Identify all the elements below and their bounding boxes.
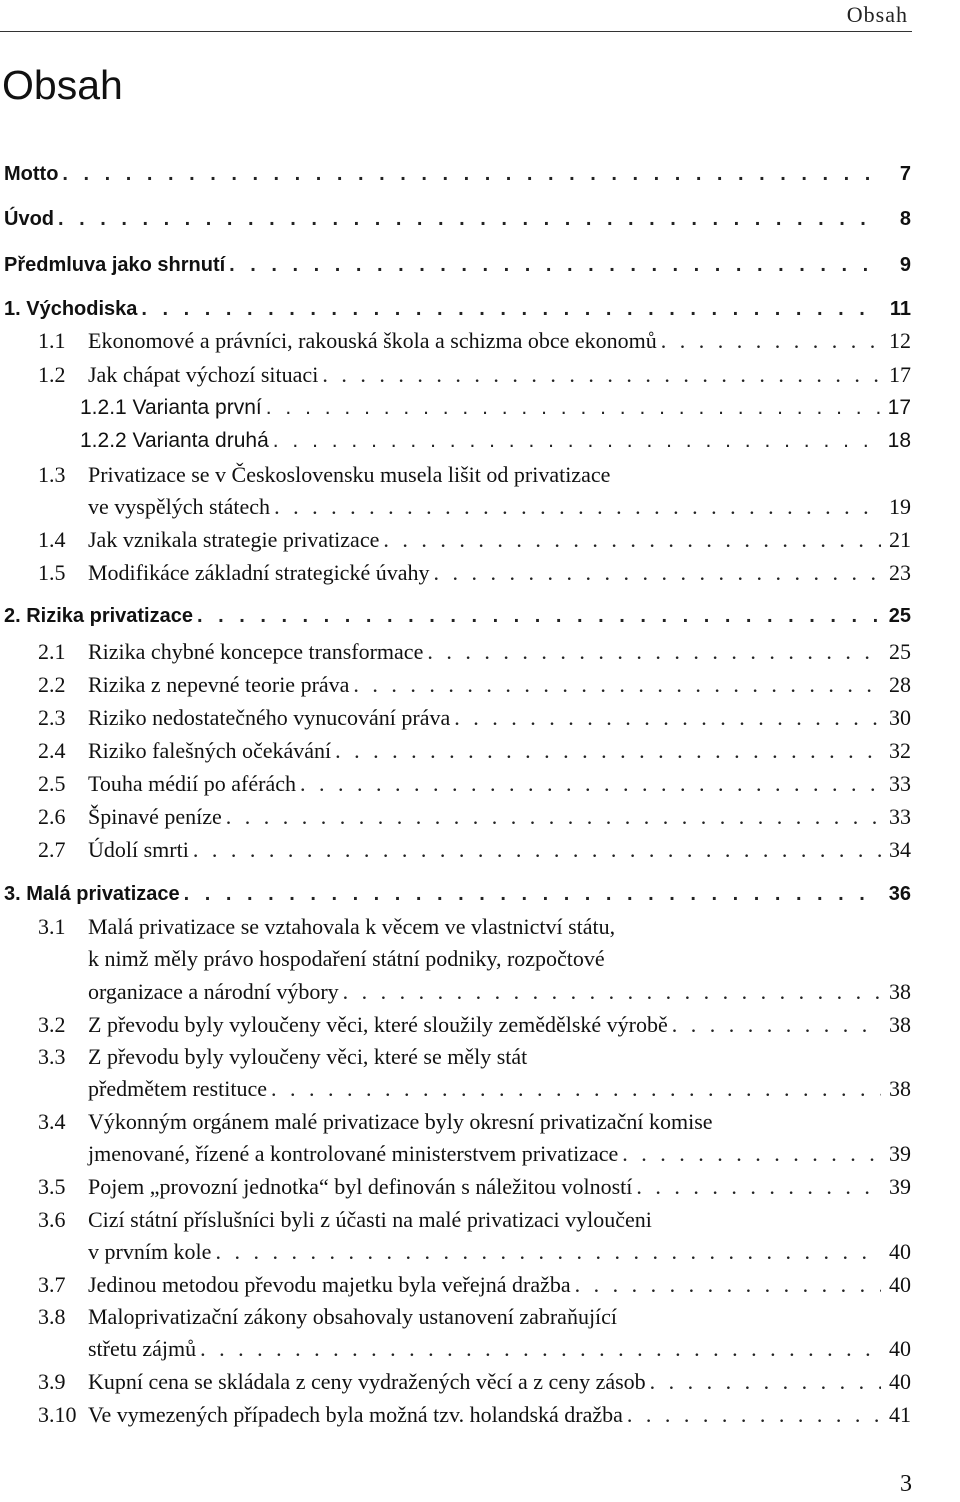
- toc-section-number: 3.9: [38, 1369, 66, 1394]
- toc-section-3-1[interactable]: [88, 979, 911, 1005]
- toc-section-1-4[interactable]: [38, 527, 911, 553]
- running-head: Obsah: [846, 2, 908, 27]
- toc-section-1-3[interactable]: [88, 494, 911, 520]
- toc-page-number: 33: [889, 804, 911, 829]
- toc-section-3-4[interactable]: [88, 1141, 911, 1167]
- dot-leader: [184, 881, 881, 907]
- toc-entry-title: Touha médií po aférách: [88, 771, 296, 796]
- toc-section-3-5[interactable]: [38, 1174, 911, 1200]
- toc-chapter-1[interactable]: [4, 296, 911, 322]
- toc-section-number: 2.1: [38, 639, 66, 664]
- toc-page-number: 34: [889, 837, 911, 862]
- dot-leader: [661, 328, 881, 354]
- toc-entry-title: Ekonomové a právníci, rakouská škola a schizma obce ekonomů: [88, 328, 657, 353]
- toc-entry-title: Špinavé peníze: [88, 804, 222, 829]
- dot-leader: [427, 639, 881, 665]
- toc-section-3-2[interactable]: [38, 1012, 911, 1038]
- toc-section-number: 2.6: [38, 804, 66, 829]
- toc-entry-title: Předmluva jako shrnutí: [4, 254, 226, 276]
- dot-leader: [273, 428, 881, 454]
- dot-leader: [141, 296, 881, 322]
- toc-section-3-8-title[interactable]: Maloprivatizační zákony obsahovaly ustanovení zabraňující: [88, 1304, 618, 1329]
- toc-entry-title-cont: v prvním kole: [88, 1239, 212, 1264]
- toc-page-number: 28: [889, 672, 911, 697]
- toc-section-number: 3.7: [38, 1272, 66, 1297]
- dot-leader: [215, 1239, 881, 1265]
- dot-leader: [343, 979, 881, 1005]
- toc-section-number: 1.5: [38, 560, 66, 585]
- toc-entry-title: Riziko falešných očekávání: [88, 738, 332, 763]
- toc-section-3-1-number: 3.1: [38, 914, 66, 939]
- toc-entry-title: Kupní cena se skládala z ceny vydražených věcí a z ceny zásob: [88, 1369, 646, 1394]
- toc-section-2-7[interactable]: [38, 837, 911, 863]
- toc-section-1-1[interactable]: [38, 328, 911, 354]
- toc-entry-title: Jedinou metodou převodu majetku byla veřejná dražba: [88, 1272, 571, 1297]
- page-number: 3: [900, 1471, 912, 1497]
- dot-leader: [575, 1272, 881, 1298]
- dot-leader: [274, 494, 881, 520]
- toc-entry-title: Modifikáce základní strategické úvahy: [88, 560, 430, 585]
- dot-leader: [353, 672, 881, 698]
- toc-entry-title: Ve vymezených případech byla možná tzv. holandská dražba: [88, 1402, 623, 1427]
- toc-section-number: 2.4: [38, 738, 66, 763]
- toc-section-2-4[interactable]: [38, 738, 911, 764]
- toc-entry-uvod[interactable]: [4, 206, 911, 232]
- toc-page-number: 40: [889, 1336, 911, 1361]
- toc-entry-title: Jak vznikala strategie privatizace: [88, 527, 380, 552]
- toc-page-number: 19: [889, 494, 911, 519]
- toc-entry-title: Pojem „provozní jednotka“ byl definován s náležitou volností: [88, 1174, 633, 1199]
- dot-leader: [300, 771, 881, 797]
- dot-leader: [650, 1369, 881, 1395]
- toc-section-number: 1.4: [38, 527, 66, 552]
- toc-page-number: 41: [889, 1402, 911, 1427]
- dot-leader: [266, 395, 881, 421]
- toc-entry-title: Riziko nedostatečného vynucování práva: [88, 705, 451, 730]
- toc-page-number: 30: [889, 705, 911, 730]
- dot-leader: [672, 1012, 881, 1038]
- toc-entry-title: 1. Východiska: [4, 298, 138, 320]
- toc-section-number: 3.2: [38, 1012, 66, 1037]
- toc-page-number: 17: [887, 396, 911, 419]
- dot-leader: [454, 705, 881, 731]
- toc-section-3-10[interactable]: [38, 1402, 911, 1428]
- toc-entry-title: Z převodu byly vyloučeny věci, které sloužily zemědělské výrobě: [88, 1012, 668, 1037]
- toc-section-2-2[interactable]: [38, 672, 911, 698]
- toc-page-number: 11: [889, 298, 911, 320]
- toc-section-3-7[interactable]: [38, 1272, 911, 1298]
- toc-chapter-3[interactable]: [4, 881, 911, 907]
- toc-page-number: 9: [899, 254, 911, 276]
- dot-leader: [636, 1174, 881, 1200]
- toc-page-number: 38: [889, 1012, 911, 1037]
- toc-page-number: 40: [889, 1239, 911, 1264]
- dot-leader: [383, 527, 881, 553]
- toc-page-number: 18: [887, 429, 911, 452]
- toc-chapter-2[interactable]: [4, 603, 911, 629]
- toc-section-number: 1.1: [38, 328, 66, 353]
- toc-section-3-8-number: 3.8: [38, 1304, 66, 1329]
- toc-section-3-3-title[interactable]: Z převodu byly vyloučeny věci, které se měly stát: [88, 1044, 528, 1069]
- toc-section-number: 1.2: [38, 362, 66, 387]
- dot-leader: [271, 1076, 881, 1102]
- toc-page-number: 25: [889, 639, 911, 664]
- toc-section-3-4-title[interactable]: Výkonným orgánem malé privatizace byly okresní privatizační komise: [88, 1109, 713, 1134]
- toc-section-3-1-title[interactable]: Malá privatizace se vztahovala k věcem ve vlastnictví státu,: [88, 914, 616, 939]
- toc-section-3-1-title-cont[interactable]: k nimž měly právo hospodaření státní podniky, rozpočtové: [88, 946, 605, 971]
- toc-page-number: 33: [889, 771, 911, 796]
- toc-section-1-5[interactable]: [38, 560, 911, 586]
- toc-section-1-3-title[interactable]: Privatizace se v Československu musela lišit od privatizace: [88, 462, 611, 487]
- toc-entry-title-cont: organizace a národní výbory: [88, 979, 339, 1004]
- toc-section-3-4-number: 3.4: [38, 1109, 66, 1134]
- dot-leader: [322, 362, 881, 388]
- dot-leader: [62, 161, 881, 187]
- dot-leader: [622, 1141, 881, 1167]
- toc-section-1-2[interactable]: [38, 362, 911, 388]
- toc-page-number: 25: [888, 605, 911, 627]
- toc-page-number: 40: [889, 1369, 911, 1394]
- toc-page-number: 40: [889, 1272, 911, 1297]
- toc-entry-title: 3. Malá privatizace: [4, 883, 180, 905]
- toc-entry-title: Motto: [4, 163, 59, 185]
- toc-section-3-6[interactable]: [88, 1239, 911, 1265]
- toc-section-2-6[interactable]: [38, 804, 911, 830]
- toc-section-3-9[interactable]: [38, 1369, 911, 1395]
- toc-section-1-3-number: 1.3: [38, 462, 66, 487]
- toc-page-number: 36: [888, 883, 911, 905]
- toc-section-3-3[interactable]: [88, 1076, 911, 1102]
- toc-entry-title: Rizika chybné koncepce transformace: [88, 639, 424, 664]
- toc-entry-title: Úvod: [4, 208, 54, 230]
- dot-leader: [200, 1336, 881, 1362]
- dot-leader: [193, 837, 881, 863]
- toc-entry-title-cont: předmětem restituce: [88, 1076, 267, 1101]
- toc-section-number: 2.2: [38, 672, 66, 697]
- toc-entry-title: Rizika z nepevné teorie práva: [88, 672, 350, 697]
- toc-subsection-1-2-1[interactable]: [80, 395, 911, 421]
- toc-entry-predmluva[interactable]: [4, 252, 911, 278]
- toc-subsection-1-2-2[interactable]: [80, 428, 911, 454]
- toc-page-number: 8: [899, 208, 911, 230]
- toc-entry-title-cont: střetu zájmů: [88, 1336, 197, 1361]
- toc-section-3-6-number: 3.6: [38, 1207, 66, 1232]
- dot-leader: [197, 603, 881, 629]
- toc-section-number: 2.3: [38, 705, 66, 730]
- toc-entry-title: Jak chápat výchozí situaci: [88, 362, 319, 387]
- toc-section-3-8[interactable]: [88, 1336, 911, 1362]
- toc-section-number: 2.5: [38, 771, 66, 796]
- toc-section-3-6-title[interactable]: Cizí státní příslušníci byli z účasti na malé privatizaci vyloučeni: [88, 1207, 652, 1232]
- toc-section-number: 3.5: [38, 1174, 66, 1199]
- dot-leader: [335, 738, 881, 764]
- toc-entry-title-cont: jmenované, řízené a kontrolované ministerstvem privatizace: [88, 1141, 619, 1166]
- dot-leader: [58, 206, 881, 232]
- dot-leader: [226, 804, 881, 830]
- toc-section-2-1[interactable]: [38, 639, 911, 665]
- toc-page-number: 7: [899, 163, 911, 185]
- toc-entry-title: 1.2.1 Varianta první: [80, 396, 262, 419]
- toc-page-number: 23: [889, 560, 911, 585]
- toc-entry-title-cont: ve vyspělých státech: [88, 494, 271, 519]
- toc-page-number: 32: [889, 738, 911, 763]
- toc-page-number: 39: [889, 1141, 911, 1166]
- toc-page-number: 21: [889, 527, 911, 552]
- toc-page-number: 39: [889, 1174, 911, 1199]
- toc-section-number: 3.10: [38, 1402, 77, 1427]
- toc-entry-motto[interactable]: [4, 161, 911, 187]
- toc-page-number: 38: [889, 979, 911, 1004]
- toc-entry-title: 2. Rizika privatizace: [4, 605, 193, 627]
- dot-leader: [433, 560, 881, 586]
- toc-page-number: 17: [889, 362, 911, 387]
- toc-page-number: 38: [889, 1076, 911, 1101]
- toc-section-2-3[interactable]: [38, 705, 911, 731]
- toc-page-number: 12: [889, 328, 911, 353]
- toc-entry-title: Údolí smrti: [88, 837, 189, 862]
- toc-entry-title: 1.2.2 Varianta druhá: [80, 429, 269, 452]
- toc-section-2-5[interactable]: [38, 771, 911, 797]
- toc-section-3-3-number: 3.3: [38, 1044, 66, 1069]
- dot-leader: [229, 252, 881, 278]
- toc-section-number: 2.7: [38, 837, 66, 862]
- dot-leader: [627, 1402, 881, 1428]
- page-title: Obsah: [2, 62, 123, 108]
